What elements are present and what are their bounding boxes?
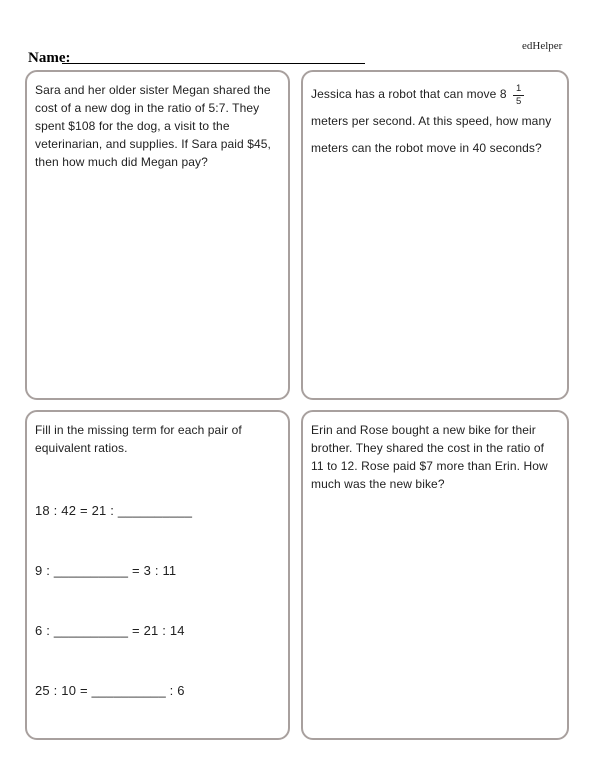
name-row xyxy=(28,49,368,67)
ratio-blank-item: 9 : __________ = 3 : 11 xyxy=(35,563,177,578)
problem-text-line: Erin and Rose bought a new bike for their xyxy=(311,423,536,437)
problem-text xyxy=(35,421,280,457)
problem-box-top-left xyxy=(25,70,290,400)
problem-text-line: meters per second. At this speed, how many xyxy=(311,114,552,128)
fraction xyxy=(513,84,524,107)
ratio-blank-item: 18 : 42 = 21 : __________ xyxy=(35,503,193,518)
problem-box-top-right xyxy=(301,70,569,400)
name-blank-line xyxy=(62,63,365,64)
ratio-blank-item: 6 : __________ = 21 : 14 xyxy=(35,623,185,638)
problem-text-line: veterinarian, and supplies. If Sara paid $45, xyxy=(35,137,271,151)
problem-text-segment: Jessica has a robot that can move 8 xyxy=(311,87,507,101)
ratio-blank-item: 25 : 10 = __________ : 6 xyxy=(35,683,185,698)
fraction-denominator: 5 xyxy=(516,96,522,107)
problem-box-bottom-left xyxy=(25,410,290,740)
problem-text-line: much was the new bike? xyxy=(311,477,445,491)
problem-box-bottom-right xyxy=(301,410,569,740)
problem-text-line: Sara and her older sister Megan shared the xyxy=(35,83,271,97)
problem-text-line: equivalent ratios. xyxy=(35,441,128,455)
problem-text-line: meters can the robot move in 40 seconds? xyxy=(311,141,542,155)
problem-text-line: brother. They shared the cost in the ratio of xyxy=(311,441,545,455)
problem-text-line: Fill in the missing term for each pair of xyxy=(35,423,242,437)
problem-text-line: cost of a new dog in the ratio of 5:7. They xyxy=(35,101,260,115)
problem-text-line xyxy=(311,81,559,108)
brand-text: edHelper xyxy=(522,40,563,52)
problem-text xyxy=(35,81,280,171)
problem-text xyxy=(311,421,559,493)
problem-text xyxy=(311,81,559,162)
problem-text-line: spent $108 for the dog, a visit to the xyxy=(35,119,230,133)
problem-text-line: then how much did Megan pay? xyxy=(35,155,208,169)
name-label: Name: xyxy=(28,50,71,66)
problem-text-line: 11 to 12. Rose paid $7 more than Erin. How xyxy=(311,459,548,473)
fraction-numerator: 1 xyxy=(513,84,524,96)
